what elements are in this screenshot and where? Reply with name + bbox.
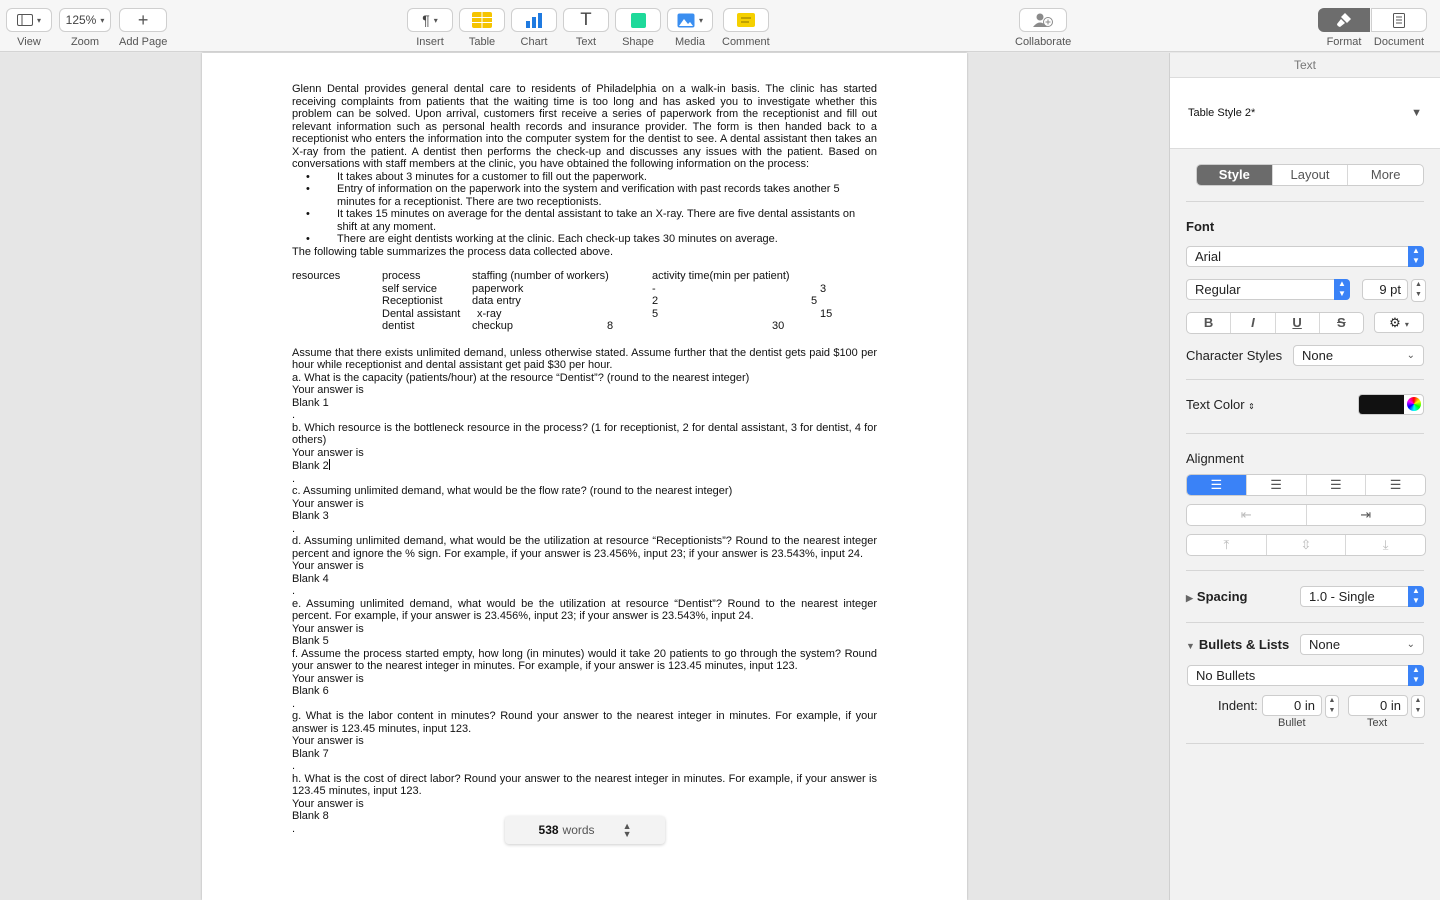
document-label: Document <box>1373 36 1425 48</box>
insert-label: Insert <box>416 36 444 48</box>
font-family-value: Arial <box>1195 249 1222 264</box>
bullet-dot: • <box>306 233 310 245</box>
up-down-arrow-icon: ▲ ▼ <box>1408 586 1424 607</box>
underline-button[interactable]: U <box>1276 313 1320 333</box>
chart-button[interactable] <box>511 8 557 32</box>
table-cell[interactable]: checkup <box>472 320 513 332</box>
align-left-icon: ☰ <box>1210 477 1223 492</box>
text-indent-value: 0 in <box>1380 698 1401 713</box>
text-label: Text <box>575 36 597 48</box>
add-page-control[interactable] <box>119 8 167 48</box>
blank-5[interactable]: Blank 5 <box>292 635 329 647</box>
zoom-value: 125% <box>65 13 97 27</box>
view-control[interactable] <box>6 8 52 48</box>
table-header-process[interactable]: process <box>382 270 421 282</box>
bullets-list-select[interactable] <box>1300 634 1424 655</box>
inspector-header: Text <box>1170 53 1440 78</box>
table-cell[interactable]: paperwork <box>472 282 524 295</box>
text-control[interactable] <box>563 8 609 48</box>
tab-more[interactable]: More <box>1370 167 1401 182</box>
spacing-label: Spacing <box>1196 589 1248 604</box>
bullet-dot: • <box>306 183 310 195</box>
align-right-icon: ☰ <box>1330 477 1342 492</box>
gear-icon: ⚙ <box>1389 315 1401 330</box>
bullet-indent-stepper[interactable]: ▲ ▼ <box>1325 695 1339 718</box>
collaborate-button[interactable] <box>1019 8 1067 32</box>
text-icon: T <box>580 10 592 30</box>
chart-control[interactable] <box>511 8 557 48</box>
process-table[interactable] <box>292 270 877 334</box>
collaborate-icon <box>1033 13 1053 27</box>
answer-prompt[interactable]: Your answer is <box>292 622 364 635</box>
table-cell[interactable]: 15 <box>820 307 833 320</box>
table-intro[interactable]: The following table summarizes the process data collected above. <box>292 245 614 258</box>
paragraph-style-name: Table Style 2* <box>1188 107 1256 119</box>
comment-button[interactable] <box>723 8 769 32</box>
align-top-icon: ⤒ <box>1223 537 1230 552</box>
period-line[interactable]: . <box>292 760 296 772</box>
period-line[interactable]: . <box>292 585 296 597</box>
font-family-select[interactable] <box>1186 246 1424 267</box>
document-icon <box>1393 13 1405 28</box>
insert-button[interactable]: ¶ ▾ <box>407 8 453 32</box>
period-line[interactable]: . <box>292 409 296 421</box>
view-button[interactable]: ▾ <box>6 8 52 32</box>
paragraph-icon: ¶ <box>422 12 430 28</box>
table-header-staffing[interactable]: staffing (number of workers) <box>472 270 609 282</box>
blank-6[interactable]: Blank 6 <box>292 685 329 697</box>
chevron-down-icon: ⌄ <box>1406 350 1415 361</box>
bullets-label: Bullets & Lists <box>1198 637 1290 652</box>
align-bottom-icon: ⤓ <box>1382 537 1389 552</box>
strikethrough-button[interactable]: S <box>1337 315 1346 330</box>
table-cell[interactable]: - <box>652 282 656 295</box>
align-right-button[interactable] <box>1307 475 1367 495</box>
shape-control[interactable] <box>615 8 661 48</box>
spacing-section[interactable] <box>1186 589 1248 604</box>
question-c[interactable]: c. Assuming unlimited demand, what would be the flow rate? (round to the nearest integer) <box>292 485 733 497</box>
spacing-select[interactable] <box>1300 586 1424 607</box>
text-caption: Text <box>1367 717 1388 729</box>
bullet-caption: Bullet <box>1278 717 1306 729</box>
comment-control[interactable] <box>722 8 770 48</box>
text-color-well[interactable] <box>1358 394 1424 415</box>
indent-buttons[interactable] <box>1186 504 1426 526</box>
plus-icon: + <box>137 9 149 30</box>
table-control[interactable] <box>459 8 505 48</box>
table-cell[interactable]: 5 <box>811 295 818 307</box>
table-cell[interactable]: 30 <box>772 320 785 332</box>
font-weight-value: Regular <box>1195 282 1241 297</box>
up-down-chevron-icon: ▲ ▼ <box>622 821 632 839</box>
bullet-text[interactable]: Entry of information on the paperwork into the system and verification with past records takes another 5 minutes for a receptionist. There are two receptionists. <box>337 183 840 208</box>
font-size-stepper[interactable]: ▲ ▼ <box>1411 279 1426 302</box>
view-label: View <box>17 36 41 48</box>
page[interactable] <box>202 53 967 900</box>
bullets-list-value: None <box>1309 637 1341 652</box>
document-canvas[interactable] <box>0 53 1169 900</box>
insert-control[interactable] <box>407 8 453 48</box>
table-cell[interactable]: Receptionist <box>382 295 443 307</box>
format-label: Format <box>1326 36 1362 48</box>
text-button[interactable] <box>563 8 609 32</box>
document-control[interactable] <box>1371 8 1427 48</box>
bullet-item[interactable] <box>292 171 877 184</box>
blank-4[interactable]: Blank 4 <box>292 572 329 585</box>
spacing-value: 1.0 - Single <box>1309 589 1375 604</box>
table-header-activity[interactable]: activity time(min per patient) <box>652 270 790 282</box>
align-center-icon: ☰ <box>1270 477 1282 492</box>
question-g[interactable]: g. What is the labor content in minutes? Round your answer to the nearest integer in minutes. For example, if your answer is 123.45 minutes, input 123. <box>292 710 877 735</box>
tab-style[interactable]: Style <box>1197 165 1273 185</box>
shape-icon <box>631 13 646 28</box>
up-down-chevron-icon: ⇕ <box>1248 402 1255 411</box>
answer-prompt[interactable]: Your answer is <box>292 384 364 396</box>
table-icon <box>472 12 492 28</box>
font-size-value: 9 pt <box>1379 282 1401 297</box>
word-count-unit: words <box>562 823 595 837</box>
blank-2[interactable] <box>292 459 877 473</box>
indent-label: Indent: <box>1218 698 1258 713</box>
character-styles-value: None <box>1302 348 1334 363</box>
format-button[interactable] <box>1318 8 1370 32</box>
text-options-button[interactable]: ⚙ ▾ <box>1374 312 1424 333</box>
paragraph-style-selector[interactable] <box>1170 78 1440 149</box>
decrease-indent-icon: ⇤ <box>1240 507 1252 522</box>
blank-7[interactable]: Blank 7 <box>292 747 329 760</box>
shape-label: Shape <box>622 36 654 48</box>
bullet-dot: • <box>306 170 310 183</box>
comment-label: Comment <box>722 36 770 48</box>
collaborate-label: Collaborate <box>1015 36 1072 48</box>
bullet-style-value: No Bullets <box>1196 668 1256 683</box>
chevron-down-icon: ⌄ <box>1406 639 1415 650</box>
horizontal-alignment-buttons[interactable] <box>1186 474 1426 496</box>
align-left-button[interactable] <box>1187 475 1247 495</box>
font-weight-select[interactable] <box>1186 279 1350 300</box>
bullet-text[interactable]: There are eight dentists working at the clinic. Each check-up takes 30 minutes on average. <box>337 233 778 245</box>
bullet-text[interactable]: It takes about 3 minutes for a customer to fill out the paperwork. <box>337 170 647 183</box>
font-size-field[interactable] <box>1362 279 1408 300</box>
blank-2-text[interactable]: Blank 2 <box>292 460 329 472</box>
bullet-item[interactable] <box>292 183 877 208</box>
bold-button[interactable]: B <box>1187 313 1231 333</box>
add-page-button[interactable] <box>119 8 167 32</box>
format-control[interactable] <box>1318 8 1370 48</box>
chart-label: Chart <box>520 36 548 48</box>
sidebar-icon <box>17 14 33 26</box>
table-cell[interactable]: 5 <box>652 307 659 320</box>
document-button[interactable] <box>1371 8 1427 32</box>
media-button[interactable]: ▾ <box>667 8 713 32</box>
blank-3[interactable]: Blank 3 <box>292 510 329 522</box>
disclosure-down-icon[interactable]: ▼ <box>1186 641 1195 651</box>
inspector-tabs[interactable] <box>1196 164 1424 186</box>
align-middle-icon: ⇳ <box>1300 537 1312 552</box>
image-icon <box>677 13 695 28</box>
answer-prompt[interactable]: Your answer is <box>292 446 364 459</box>
table-cell[interactable]: 8 <box>607 320 614 332</box>
italic-button[interactable]: I <box>1231 313 1275 333</box>
color-wheel-icon[interactable] <box>1407 397 1421 411</box>
up-down-arrow-icon: ▲ ▼ <box>1408 246 1424 267</box>
answer-prompt[interactable]: Your answer is <box>292 560 364 572</box>
collaborate-control[interactable] <box>1015 8 1071 48</box>
format-inspector <box>1169 53 1440 900</box>
chart-icon <box>525 12 543 28</box>
bullet-dot: • <box>306 208 310 220</box>
answer-prompt[interactable]: Your answer is <box>292 497 364 510</box>
blank-1[interactable]: Blank 1 <box>292 396 329 409</box>
table-cell[interactable]: 3 <box>820 282 827 295</box>
table-label: Table <box>468 36 496 48</box>
blank-8[interactable]: Blank 8 <box>292 810 329 822</box>
answer-prompt[interactable]: Your answer is <box>292 735 364 747</box>
period-line[interactable]: . <box>292 697 296 710</box>
text-indent-stepper[interactable]: ▲ ▼ <box>1411 695 1425 718</box>
zoom-select[interactable]: 125% ▾ <box>59 8 111 32</box>
alignment-label: Alignment <box>1186 451 1244 466</box>
comment-icon <box>737 13 755 27</box>
question-h[interactable]: h. What is the cost of direct labor? Round your answer to the nearest integer in minutes. For example, if your answer is 123.45 minutes, input 123. <box>292 772 877 797</box>
table-cell[interactable]: data entry <box>472 295 521 307</box>
align-bottom-button[interactable] <box>1346 535 1425 555</box>
bullets-section[interactable] <box>1186 637 1289 652</box>
tab-layout[interactable]: Layout <box>1273 165 1349 185</box>
bullet-style-select[interactable] <box>1187 665 1424 686</box>
word-count-button[interactable] <box>505 816 665 844</box>
text-indent-field[interactable] <box>1348 695 1408 716</box>
toolbar <box>0 0 1440 52</box>
period-line[interactable]: . <box>292 822 296 835</box>
bullet-text[interactable]: It takes 15 minutes on average for the dental assistant to take an X-ray. There are five dental assistants on shift at any moment. <box>337 208 856 233</box>
character-styles-label: Character Styles <box>1186 348 1283 363</box>
question-e[interactable]: e. Assuming unlimited demand, what would be the utilization at resource “Dentist”? Round to the nearest integer percent. For example, if your answer is 23.456%, input 23; if your answer is 23.543%, input 24. <box>292 597 877 622</box>
table-cell[interactable]: dentist <box>382 320 415 332</box>
character-styles-select[interactable] <box>1293 345 1424 366</box>
intro-paragraph[interactable]: Glenn Dental provides general dental care to residents of Philadelphia on a walk-in basis. The clinic has started receiving complaints from patients that the waiting time is too long and has asked you to investigate whether this problem can be solved. Upon arrival, customers first receive a series of paperwork from the receptionist and fill out relevant information such as personal health records and insurance provider. The form is then handed back to a receptionist who enters the information into the computer system for the dentist to see. A dental assistant then takes an X-ray from the patient. A dentist then performs the check-up and discusses any issues with the patient. Based on conversations with staff members at the clinic, you have obtained the following information on the process: <box>292 83 877 170</box>
disclosure-triangle-icon[interactable]: ▼ <box>1411 107 1422 119</box>
assumption-paragraph[interactable]: Assume that there exists unlimited demand, unless otherwise stated. Assume further that the dentist gets paid $100 per hour while receptionist and dental assistant get paid $30 per hour. <box>292 346 877 371</box>
question-d[interactable]: d. Assuming unlimited demand, what would be the utilization at resource “Receptionists”? Round to the nearest integer percent and ignore the % sign. For example, if your answer is 23.456%, input 23; if your answer is 23.543%, input 24. <box>292 535 877 560</box>
paintbrush-icon <box>1336 12 1352 28</box>
align-center-button[interactable] <box>1247 475 1307 495</box>
justify-button[interactable] <box>1366 475 1425 495</box>
bullet-item[interactable] <box>292 208 877 233</box>
text-color-label-text: Text Color <box>1186 397 1245 412</box>
word-count-number: 538 <box>538 823 559 837</box>
table-cell[interactable]: Dental assistant <box>382 307 461 320</box>
table-cell[interactable]: x-ray <box>477 307 502 320</box>
vertical-alignment-buttons[interactable] <box>1186 534 1426 556</box>
answer-prompt[interactable]: Your answer is <box>292 797 364 810</box>
bullet-indent-value: 0 in <box>1294 698 1315 713</box>
period-line[interactable]: . <box>292 522 296 535</box>
increase-indent-icon: ⇥ <box>1360 507 1372 522</box>
media-control[interactable] <box>667 8 713 48</box>
add-page-label: Add Page <box>119 36 168 48</box>
period-line[interactable]: . <box>292 472 296 485</box>
text-color-label <box>1186 397 1255 412</box>
shape-button[interactable] <box>615 8 661 32</box>
question-a[interactable]: a. What is the capacity (patients/hour) at the resource “Dentist”? (round to the nearest integer) <box>292 371 750 384</box>
table-cell[interactable]: 2 <box>652 295 659 307</box>
increase-indent-button[interactable] <box>1307 505 1426 525</box>
zoom-control[interactable] <box>59 8 111 48</box>
align-top-button[interactable] <box>1187 535 1267 555</box>
decrease-indent-button[interactable] <box>1187 505 1307 525</box>
up-down-arrow-icon: ▲ ▼ <box>1408 665 1424 686</box>
bullet-item[interactable] <box>292 233 877 246</box>
table-cell[interactable]: self service <box>382 282 438 295</box>
table-button[interactable] <box>459 8 505 32</box>
bullet-indent-field[interactable] <box>1262 695 1322 716</box>
question-b[interactable]: b. Which resource is the bottleneck resource in the process? (1 for receptionist, 2 for dental assistant, 3 for dentist, 4 for others) <box>292 421 877 446</box>
font-section-label: Font <box>1186 219 1215 234</box>
text-style-buttons[interactable] <box>1186 312 1364 334</box>
table-header-resources[interactable]: resources <box>292 270 341 282</box>
question-f[interactable]: f. Assume the process started empty, how long (in minutes) would it take 20 patients to go through the system? Round your answer to the nearest integer in minutes. For example, if your answer is 123.45 minutes, input 123. <box>292 647 877 672</box>
zoom-label: Zoom <box>70 36 100 48</box>
document-body[interactable] <box>292 83 877 835</box>
justify-icon: ☰ <box>1389 477 1402 492</box>
text-color-swatch <box>1359 395 1404 414</box>
answer-prompt[interactable]: Your answer is <box>292 672 364 685</box>
align-middle-button[interactable] <box>1267 535 1347 555</box>
up-down-arrow-icon: ▲ ▼ <box>1334 279 1350 300</box>
media-label: Media <box>675 36 705 48</box>
disclosure-right-icon[interactable]: ▶ <box>1186 593 1193 603</box>
text-cursor <box>329 459 330 470</box>
